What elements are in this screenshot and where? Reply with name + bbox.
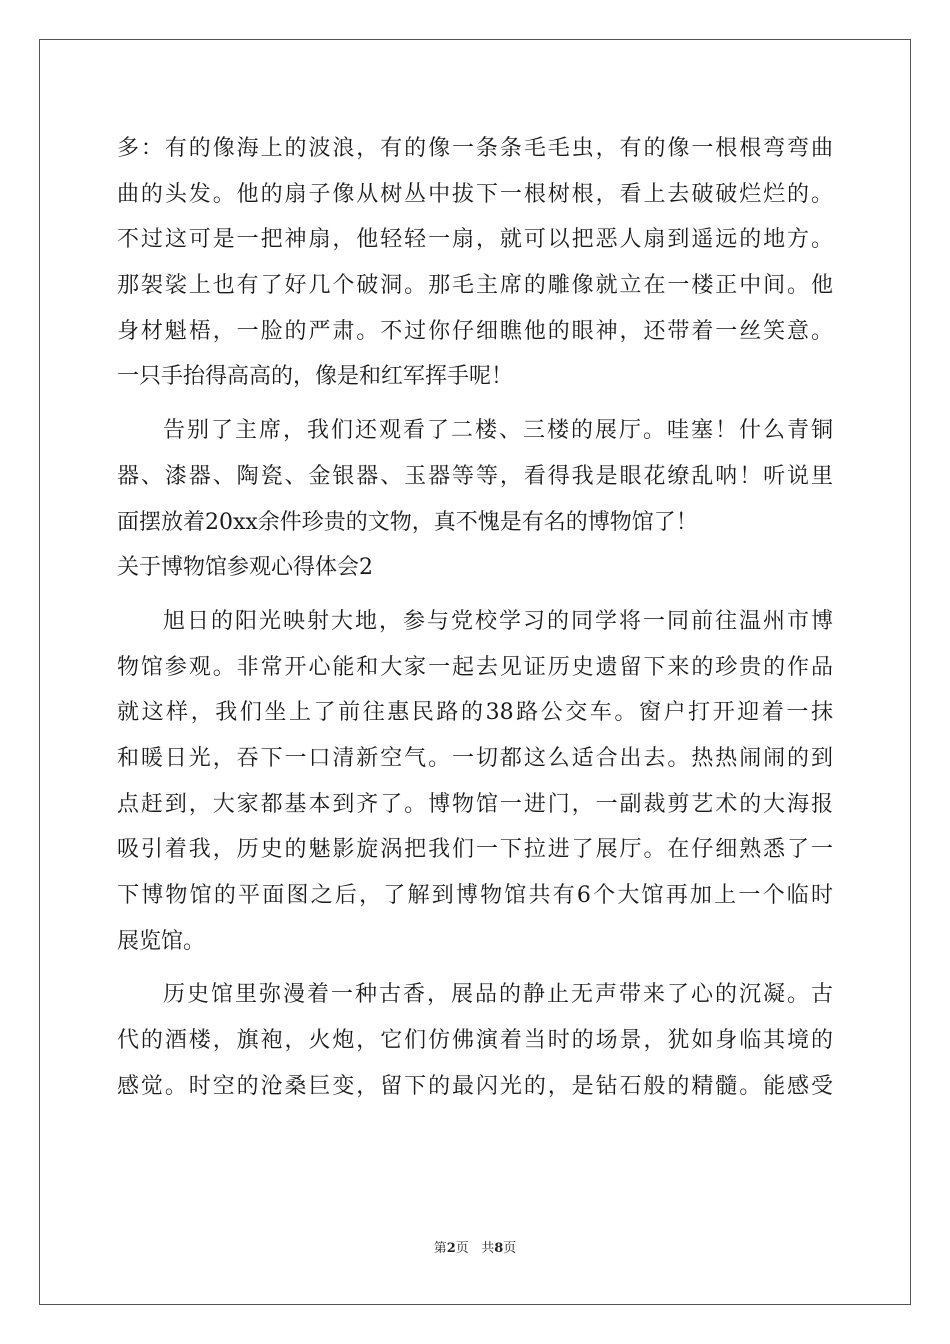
text-line: 点赶到，大家都基本到齐了。博物馆一进门，一副裁剪艺术的大海报 [117,791,833,817]
total-prefix: 共 [481,1241,495,1256]
text-line: 多：有的像海上的波浪，有的像一条条毛毛虫，有的像一根根弯弯曲 [117,136,833,161]
total-page-number: 8 [494,1241,504,1256]
text-line: 展览馆。 [117,928,206,954]
text-line: 物馆参观。非常开心能和大家一起去见证历史遗留下来的珍贵的作品 [117,654,833,680]
text-line: 感觉。时空的沧桑巨变，留下的最闪光的，是钻石般的精髓。能感受 [117,1073,833,1099]
text-line: 曲的头发。他的扇子像从树丛中拔下一根树根，看上去破破烂烂的。 [117,181,833,207]
document-body [117,126,833,1109]
text-line: 一只手抬得高高的，像是和红军挥手呢！ [117,364,514,390]
paragraph-first-line: 告别了主席，我们还观看了二楼、三楼的展厅。哇塞！什么青铜 [163,418,833,444]
text-line: 就这样，我们坐上了前往惠民路的38路公交车。窗户打开迎着一抹 [117,700,833,726]
text-line: 和暖日光，吞下一口清新空气。一切都这么适合出去。热热闹闹的到 [117,745,833,771]
section-heading: 关于博物馆参观心得体会2 [117,555,373,581]
page-suffix: 页 [455,1241,469,1256]
text-line: 代的酒楼，旗袍，火炮，它们仿佛演着当时的场景，犹如身临其境的 [117,1028,833,1054]
text-line: 不过这可是一把神扇，他轻轻一扇，就可以把恶人扇到遥远的地方。 [117,227,833,253]
current-page-number: 2 [446,1241,456,1256]
text-line: 下博物馆的平面图之后，了解到博物馆共有6个大馆再加上一个临时 [117,883,833,908]
total-suffix: 页 [503,1241,517,1256]
text-line: 吸引着我，历史的魅影旋涡把我们一下拉进了展厅。在仔细熟悉了一 [117,837,833,863]
paragraph-first-line: 历史馆里弥漫着一种古香，展品的静止无声带来了心的沉凝。古 [163,982,833,1008]
text-line: 那袈裟上也有了好几个破洞。那毛主席的雕像就立在一楼正中间。他 [117,273,833,299]
page-footer [0,1240,950,1258]
page-prefix: 第 [433,1241,447,1256]
text-line: 面摆放着20xx余件珍贵的文物，真不愧是有名的博物馆了！ [117,509,698,535]
text-line: 器、漆器、陶瓷、金银器、玉器等等，看得我是眼花缭乱呐！听说里 [117,463,833,489]
text-line: 身材魁梧，一脸的严肃。不过你仔细瞧他的眼神，还带着一丝笑意。 [117,318,833,344]
paragraph-first-line: 旭日的阳光映射大地，参与党校学习的同学将一同前往温州市博 [163,608,833,634]
